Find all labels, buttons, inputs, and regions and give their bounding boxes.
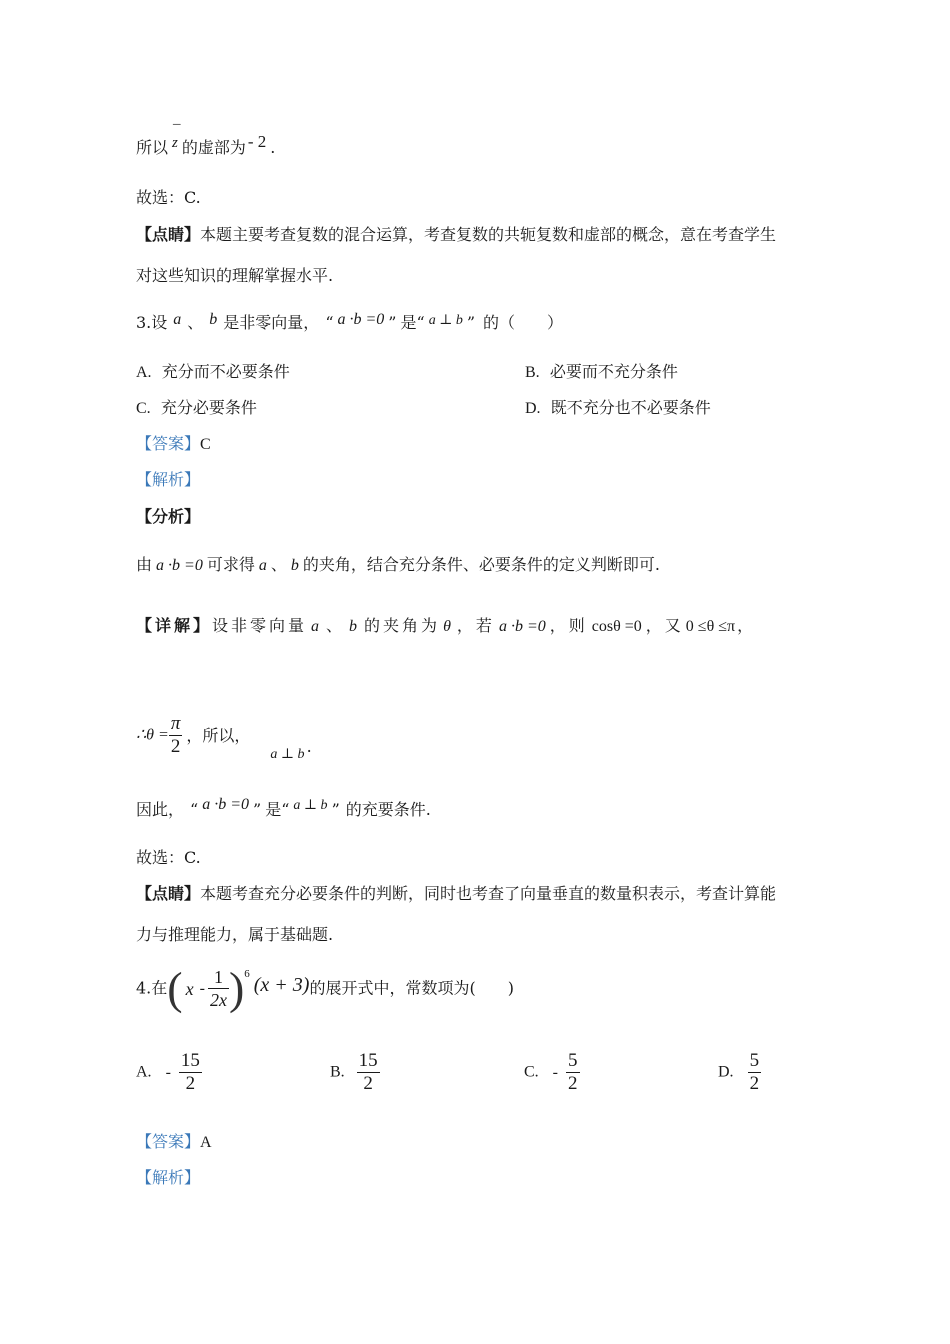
option-label: D. [525,400,541,417]
remark-line-4: 力与推理能力，属于基础题. [136,925,334,944]
period: . [306,737,312,756]
choose-line-2: 故选：C. [136,848,201,867]
q4-answer-line [136,1132,212,1153]
option-label: C. [136,400,151,417]
numerator: π [170,713,181,734]
remark-text: 本题主要考查复数的混合运算，考查复数的共轭复数和虚部的概念，意在考查学生 [200,225,777,244]
condition-dot-product: a ·b =0 [156,557,203,574]
numerator: 15 [180,1050,200,1071]
fraction [179,1050,202,1095]
fraction-1-over-2x [208,966,229,1011]
theta: θ [443,618,454,635]
text: 是非零向量， [223,313,320,332]
sep: 、 [187,313,204,332]
vector-a: a [311,618,323,635]
q4-option-c [524,1048,580,1097]
question-4 [136,964,514,1014]
question-number: 3. [136,313,152,332]
analysis-tag: 【解析】 [136,470,201,489]
numerator: 1 [208,966,229,989]
variable-x: x [185,978,194,999]
question-number: 4. [136,978,152,998]
quote: “ [190,800,199,819]
answer-line [136,434,211,455]
text: 设 [151,313,168,332]
text: 因此， [136,800,185,819]
text: 由 [136,555,153,574]
vector-b: b [290,557,299,574]
option-label: A. [136,364,152,381]
remark-tag: 【点睛】 [136,884,201,903]
quote: ” [331,800,340,819]
option-label: B. [330,1063,345,1081]
detail-line [136,616,756,637]
text: 设非零向量 [212,616,308,635]
fenxi-tag: 【分析】 [136,507,201,526]
text: 的（ ） [483,313,564,332]
denominator: 2 [185,1073,196,1094]
theta-range: 0 ≤θ ≤π [685,618,736,635]
left-paren: ( [167,962,183,1014]
text: ，所以， [186,725,251,745]
option-text: 充分必要条件 [160,398,257,417]
fraction-pi-over-2 [169,713,183,758]
right-paren: ) [228,962,245,1014]
conclusion-line [136,123,276,159]
remark-line-3 [136,884,776,904]
condition-dot-product: a ·b =0 [202,796,249,813]
fraction [566,1050,580,1095]
text: 的充要条件. [345,800,431,819]
q4-option-d [718,1048,761,1097]
sep: 、 [270,555,287,574]
text: 可求得 [206,555,255,574]
sep: 、 [326,616,346,635]
remark-tag: 【点睛】 [136,225,201,244]
therefore-line [136,713,312,762]
option-d [525,398,711,419]
numerator: 5 [568,1050,578,1071]
quote: “ [281,800,290,819]
denominator: 2 [749,1073,760,1094]
denominator: 2 [568,1073,578,1094]
fraction [748,1050,762,1095]
text: 的展开式中，常数项为( ) [309,978,514,998]
text: 所以 [136,138,169,157]
answer-value: C [200,436,211,453]
option-label: C. [524,1063,539,1081]
quote: ” [253,800,262,819]
q4-option-a [136,1048,202,1097]
q4-option-b [330,1048,380,1097]
answer-value: A [200,1134,212,1151]
option-a [136,362,290,383]
remark-line-2: 对这些知识的理解掌握水平. [136,266,334,285]
text: 的虚部为 [181,138,246,157]
denominator: 2x [209,990,227,1010]
text: ， [737,616,757,635]
text: 的夹角为 [364,616,441,635]
condition-perpendicular: a ⊥ b [428,313,463,328]
condition-dot-product: a ·b =0 [337,311,385,328]
fraction [357,1050,380,1095]
denominator: 2 [363,1073,373,1094]
text: ，则 [549,616,588,635]
therefore-theta: ∴θ = [136,726,169,744]
value: - 2 [247,132,267,151]
option-label: B. [525,364,540,381]
remark-text: 本题考查充分必要条件的判断，同时也考查了向量垂直的数量积表示，考查计算能 [200,884,777,903]
sign: - [552,1063,558,1081]
condition-dot-product: a ·b =0 [498,618,546,635]
option-text: 充分而不必要条件 [161,362,290,381]
q4-analysis-tag: 【解析】 [136,1168,201,1187]
text: ，又 [645,616,684,635]
choose-line: 故选：C. [136,188,201,207]
factor-x-plus-3: (x + 3) [253,973,310,996]
exponent: 6 [244,968,250,980]
z-symbol: z [172,135,178,151]
option-c [136,398,257,419]
minus: - [199,979,205,997]
detail-tag: 【详解】 [136,616,213,635]
option-b [525,362,678,383]
vector-a: a [173,311,182,328]
sign: - [165,1063,171,1081]
vector-a: a [258,557,267,574]
numerator: 5 [749,1050,760,1071]
condition-perpendicular: a ⊥ b [270,747,305,762]
question-3 [136,313,563,335]
answer-tag: 【答案】 [136,434,201,453]
remark-line [136,225,776,245]
text: 是 [265,800,282,819]
option-label: D. [718,1063,734,1081]
quote: “ [416,313,425,332]
quote: ” [388,313,397,332]
period: . [270,138,276,157]
text: 是 [400,313,417,332]
text: 在 [151,978,168,998]
vector-b: b [209,311,218,328]
quote: “ [325,313,334,332]
vector-b: b [349,618,361,635]
quote: ” [466,313,476,332]
denominator: 2 [170,736,181,757]
option-text: 既不充分也不必要条件 [550,398,711,417]
fenxi-text [136,555,660,576]
text: ，若 [456,616,495,635]
option-text: 必要而不充分条件 [549,362,678,381]
answer-tag: 【答案】 [136,1132,201,1151]
text: 的夹角，结合充分条件、必要条件的定义判断即可. [302,555,660,574]
hence-line [136,796,431,822]
z-bar [172,123,181,153]
numerator: 15 [358,1050,378,1071]
condition-perpendicular: a ⊥ b [293,798,328,813]
cos-equation: cosθ =0 [591,618,642,635]
bar-mark: ¯ [173,123,181,139]
option-label: A. [136,1063,152,1081]
